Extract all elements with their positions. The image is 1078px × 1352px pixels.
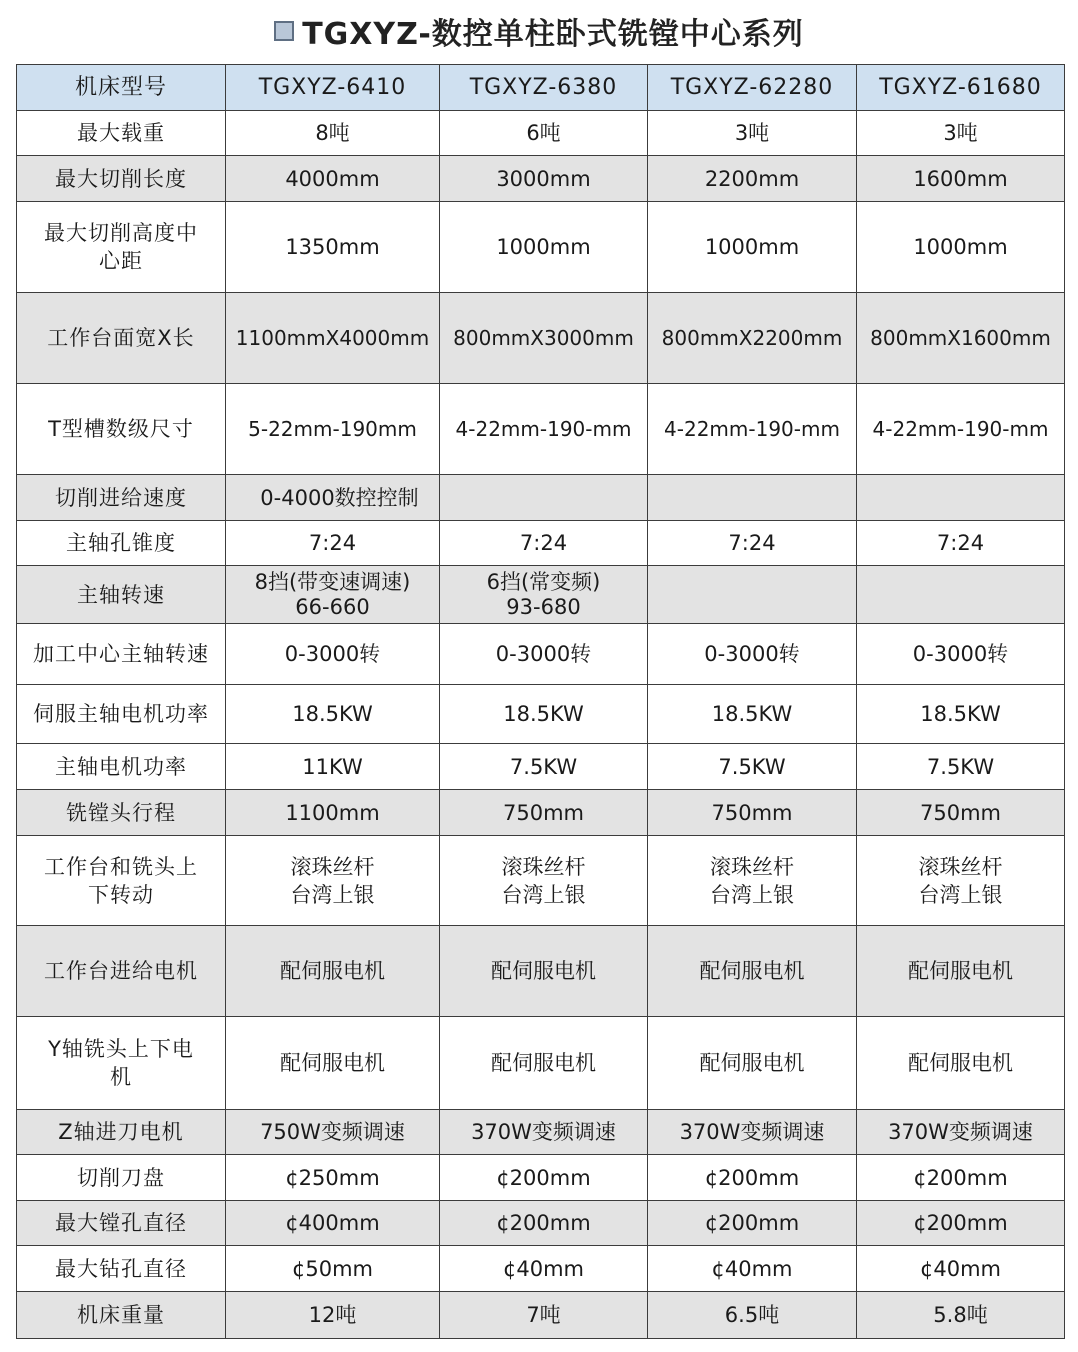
table-row [17,293,1065,384]
table-row [17,1292,1065,1339]
cell-value: ¢40mm [648,1246,857,1292]
cell-value: 配伺服电机 [857,1017,1065,1110]
cell-value: 1100mm [226,790,440,836]
table-row [17,202,1065,293]
model-header: TGXYZ-62280 [648,65,857,111]
cell-value: 7.5KW [857,744,1065,790]
title-text: TGXYZ-数控单柱卧式铣镗中心系列 [302,17,804,52]
cell-value: 1000mm [648,202,857,293]
cell-value: 配伺服电机 [440,926,648,1017]
row-label: 工作台和铣头上 下转动 [17,836,226,926]
row-label: 最大切削高度中 心距 [17,202,226,293]
row-label: 主轴转速 [17,566,226,624]
cell-value: 8吨 [226,111,440,156]
cell-value: 370W变频调速 [440,1110,648,1155]
cell-value: 800mmX1600mm [857,293,1065,384]
cell-value: 配伺服电机 [648,926,857,1017]
cell-value: 7:24 [440,521,648,566]
row-label: 最大载重 [17,111,226,156]
cell-value: 4-22mm-190-mm [857,384,1065,475]
cell-value: ¢200mm [440,1201,648,1246]
cell-value: 配伺服电机 [226,1017,440,1110]
table-row [17,685,1065,744]
table-row [17,624,1065,685]
model-header: TGXYZ-61680 [857,65,1065,111]
cell-value: ¢200mm [648,1155,857,1201]
cell-value: ¢200mm [857,1155,1065,1201]
row-label: 主轴孔锥度 [17,521,226,566]
row-label: 主轴电机功率 [17,744,226,790]
table-row [17,566,1065,624]
cell-value: 7吨 [440,1292,648,1339]
cell-value: 滚珠丝杆 台湾上银 [440,836,648,926]
cell-value [440,475,648,521]
cell-value: 滚珠丝杆 台湾上银 [648,836,857,926]
cell-value: 配伺服电机 [648,1017,857,1110]
cell-value: 7:24 [226,521,440,566]
cell-value: ¢400mm [226,1201,440,1246]
row-label: 切削进给速度 [17,475,226,521]
table-row [17,1155,1065,1201]
cell-value: ¢40mm [857,1246,1065,1292]
table-row [17,521,1065,566]
cell-value: 7.5KW [440,744,648,790]
cell-value: 1000mm [857,202,1065,293]
row-label: 工作台面宽X长 [17,293,226,384]
table-row [17,384,1065,475]
row-label: 铣镗头行程 [17,790,226,836]
header-label: 机床型号 [17,65,226,111]
cell-value [648,566,857,624]
row-label: 切削刀盘 [17,1155,226,1201]
cell-value: ¢200mm [440,1155,648,1201]
table-row [17,836,1065,926]
cell-value: 1350mm [226,202,440,293]
page-title [0,8,1078,54]
model-header: TGXYZ-6410 [226,65,440,111]
cell-value: 18.5KW [226,685,440,744]
row-label: 伺服主轴电机功率 [17,685,226,744]
cell-value: 4-22mm-190-mm [440,384,648,475]
cell-value [857,475,1065,521]
cell-value: 8挡(带变速调速) 66-660 [226,566,440,624]
cell-value: 800mmX2200mm [648,293,857,384]
table-row [17,744,1065,790]
table-row [17,1246,1065,1292]
row-label: 最大切削长度 [17,156,226,202]
cell-value: 3吨 [648,111,857,156]
cell-value: ¢200mm [648,1201,857,1246]
cell-value: ¢50mm [226,1246,440,1292]
spec-table [16,64,1065,1339]
table-row [17,156,1065,202]
row-label: 最大钻孔直径 [17,1246,226,1292]
cell-value: 750mm [648,790,857,836]
row-label: 加工中心主轴转速 [17,624,226,685]
cell-value: 750mm [440,790,648,836]
cell-value: 0-4000数控控制 [226,475,440,521]
cell-value: 18.5KW [857,685,1065,744]
cell-value [648,475,857,521]
cell-value: 滚珠丝杆 台湾上银 [226,836,440,926]
cell-value: 11KW [226,744,440,790]
row-label: 机床重量 [17,1292,226,1339]
cell-value: 7:24 [857,521,1065,566]
cell-value: 0-3000转 [648,624,857,685]
cell-value: 800mmX3000mm [440,293,648,384]
cell-value: 7.5KW [648,744,857,790]
cell-value: 370W变频调速 [857,1110,1065,1155]
cell-value: 750mm [857,790,1065,836]
row-label: T型槽数级尺寸 [17,384,226,475]
cell-value: 0-3000转 [226,624,440,685]
cell-value: 6吨 [440,111,648,156]
cell-value: ¢200mm [857,1201,1065,1246]
cell-value: ¢40mm [440,1246,648,1292]
cell-value: 18.5KW [440,685,648,744]
cell-value: 1100mmX4000mm [226,293,440,384]
cell-value: 4000mm [226,156,440,202]
cell-value: 6.5吨 [648,1292,857,1339]
cell-value [857,566,1065,624]
cell-value: 5.8吨 [857,1292,1065,1339]
cell-value: 4-22mm-190-mm [648,384,857,475]
cell-value: 1000mm [440,202,648,293]
cell-value: 1600mm [857,156,1065,202]
header-row [17,65,1065,111]
cell-value: 3000mm [440,156,648,202]
row-label: Y轴铣头上下电 机 [17,1017,226,1110]
cell-value: 2200mm [648,156,857,202]
row-label: 工作台进给电机 [17,926,226,1017]
row-label: 最大镗孔直径 [17,1201,226,1246]
cell-value: 配伺服电机 [226,926,440,1017]
cell-value: 0-3000转 [440,624,648,685]
cell-value: 6挡(常变频) 93-680 [440,566,648,624]
row-label: Z轴进刀电机 [17,1110,226,1155]
cell-value: 370W变频调速 [648,1110,857,1155]
cell-value: 18.5KW [648,685,857,744]
table-row [17,926,1065,1017]
cell-value: 配伺服电机 [857,926,1065,1017]
table-row [17,111,1065,156]
table-row [17,1110,1065,1155]
cell-value: 3吨 [857,111,1065,156]
cell-value: ¢250mm [226,1155,440,1201]
cell-value: 配伺服电机 [440,1017,648,1110]
square-bullet-icon [274,21,294,41]
model-header: TGXYZ-6380 [440,65,648,111]
table-row [17,475,1065,521]
cell-value: 5-22mm-190mm [226,384,440,475]
cell-value: 12吨 [226,1292,440,1339]
cell-value: 滚珠丝杆 台湾上银 [857,836,1065,926]
cell-value: 7:24 [648,521,857,566]
cell-value: 750W变频调速 [226,1110,440,1155]
table-row [17,790,1065,836]
table-row [17,1017,1065,1110]
cell-value: 0-3000转 [857,624,1065,685]
table-row [17,1201,1065,1246]
